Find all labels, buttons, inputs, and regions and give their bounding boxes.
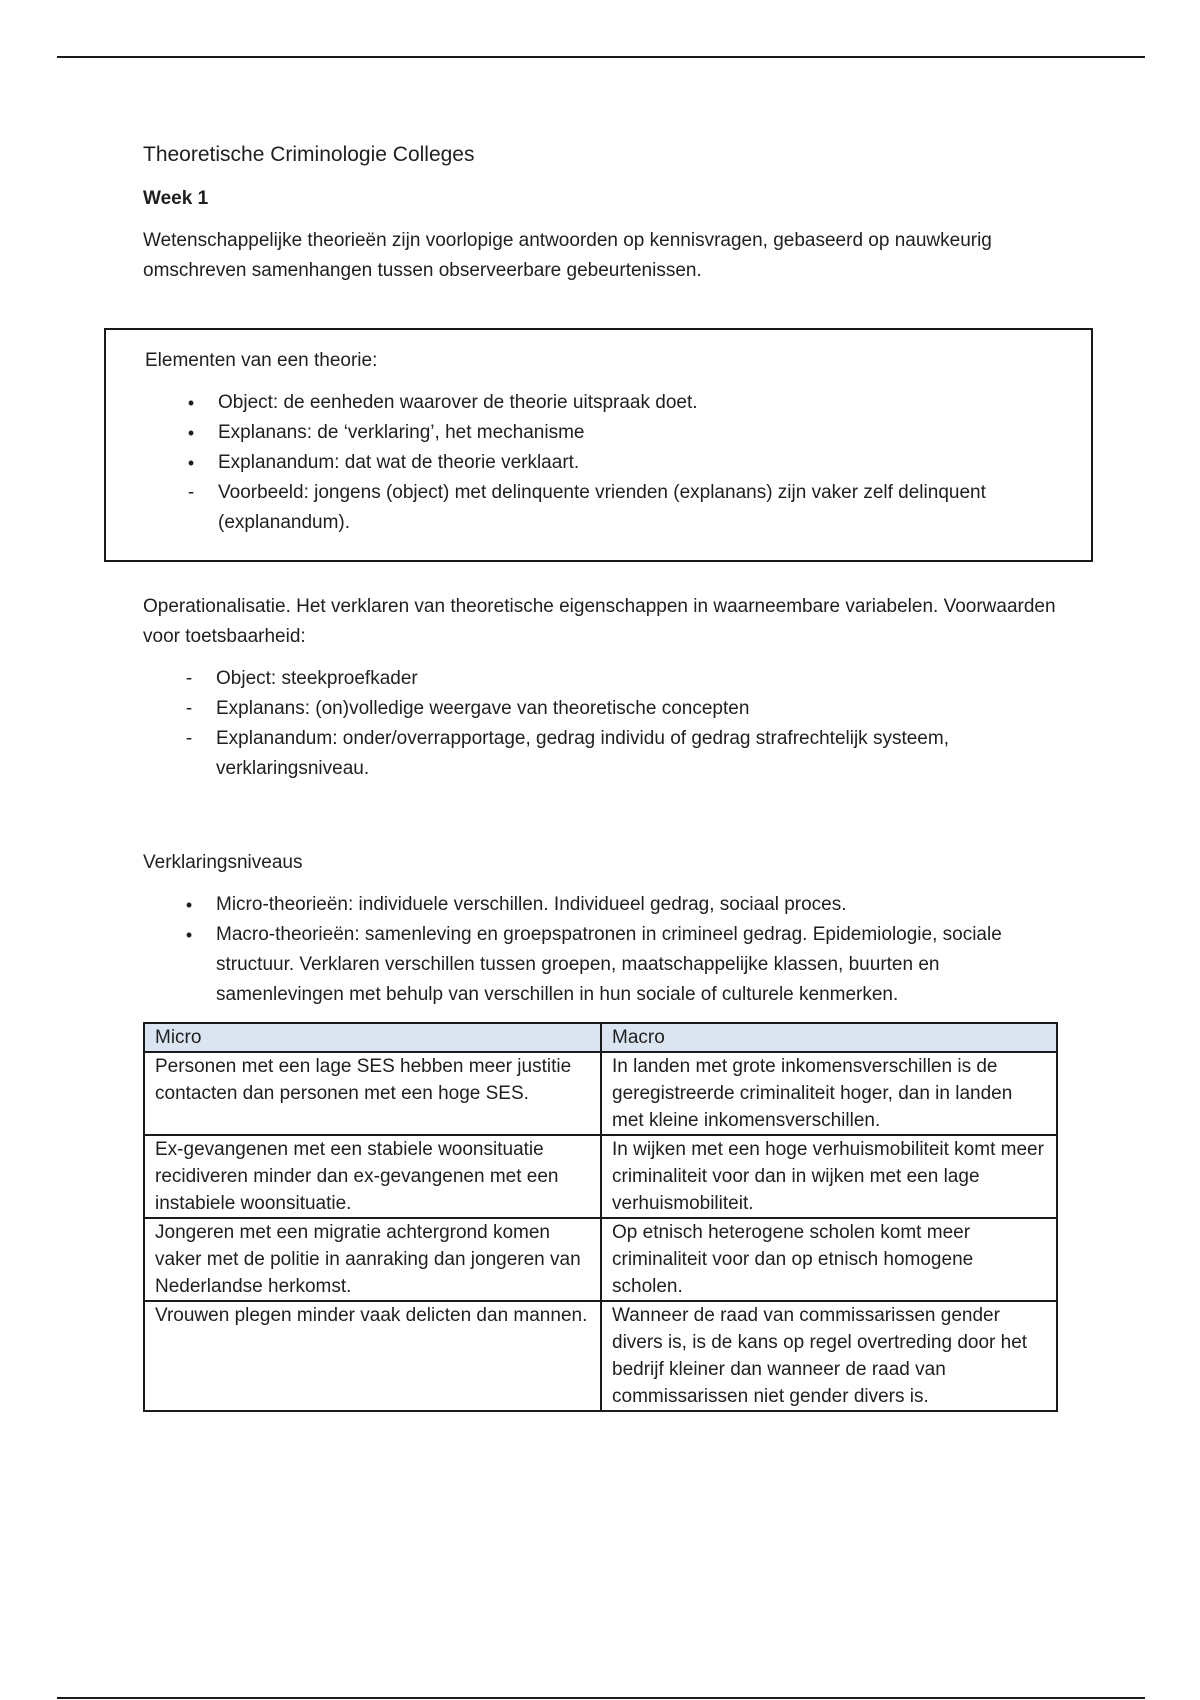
table-cell: Op etnisch heterogene scholen komt meer criminaliteit voor dan op etnisch homogene scholen. — [601, 1218, 1057, 1301]
dash-marker: - — [185, 698, 193, 719]
explanation-levels-heading: Verklaringsniveaus — [143, 852, 303, 873]
list-item-text: Micro-theorieën: individuele verschillen. Individueel gedrag, sociaal proces. — [216, 894, 847, 915]
bullet-marker: • — [187, 453, 195, 473]
dash-marker: - — [185, 728, 193, 749]
list-item — [145, 418, 1058, 448]
list-item — [143, 694, 1063, 724]
table-row — [144, 1052, 1057, 1135]
theory-elements-box — [104, 328, 1093, 562]
bullet-marker: • — [185, 925, 193, 945]
table-row — [144, 1301, 1057, 1411]
intro-paragraph: Wetenschappelijke theorieën zijn voorlopige antwoorden op kennisvragen, gebaseerd op nauwkeurig omschreven samenhangen tussen observeerbare gebeurtenissen. — [143, 230, 992, 281]
column-header-macro: Macro — [601, 1023, 1057, 1052]
list-item-text: Explanans: de ‘verklaring’, het mechanisme — [218, 422, 585, 443]
list-item — [143, 890, 1063, 920]
bullet-marker: • — [185, 895, 193, 915]
operationalisation-paragraph: Operationalisatie. Het verklaren van theoretische eigenschappen in waarneembare variabelen. Voorwaarden voor toetsbaarheid: — [143, 596, 1056, 647]
bullet-marker: • — [187, 393, 195, 413]
table-cell: Wanneer de raad van commissarissen gender divers is, is de kans op regel overtreding door het bedrijf kleiner dan wanneer de raad van commissarissen niet gender divers is. — [601, 1301, 1057, 1411]
testability-conditions-list — [143, 664, 1063, 784]
list-item-text: Explanans: (on)volledige weergave van theoretische concepten — [216, 698, 750, 719]
document-page — [143, 140, 1063, 1412]
list-item-text: Object: de eenheden waarover de theorie uitspraak doet. — [218, 392, 698, 413]
table-cell: Personen met een lage SES hebben meer justitie contacten dan personen met een hoge SES. — [144, 1052, 601, 1135]
column-header-micro: Micro — [144, 1023, 601, 1052]
list-item — [145, 388, 1058, 418]
list-item — [145, 478, 1058, 538]
table-row — [144, 1135, 1057, 1218]
list-item-text: Explanandum: onder/overrapportage, gedrag individu of gedrag strafrechtelijk systeem, verklaringsniveau. — [216, 728, 949, 779]
list-item-text: Macro-theorieën: samenleving en groepspatronen in crimineel gedrag. Epidemiologie, sociale structuur. Verklaren verschillen tussen groepen, maatschappelijke klassen, buurten en samenlevingen met behulp van verschillen in hun sociale of culturele kenmerken. — [216, 924, 1002, 1005]
table-row — [144, 1218, 1057, 1301]
table-cell: Jongeren met een migratie achtergrond komen vaker met de politie in aanraking dan jongeren van Nederlandse herkomst. — [144, 1218, 601, 1301]
table-cell: In wijken met een hoge verhuismobiliteit komt meer criminaliteit voor dan in wijken met een lage verhuismobiliteit. — [601, 1135, 1057, 1218]
document-title: Theoretische Criminologie Colleges — [143, 143, 475, 166]
dash-marker: - — [187, 482, 195, 503]
list-item — [143, 920, 1063, 1010]
list-item-text: Explanandum: dat wat de theorie verklaart. — [218, 452, 580, 473]
explanation-levels-list — [143, 890, 1063, 1010]
bullet-marker: • — [187, 423, 195, 443]
list-item — [143, 724, 1063, 784]
table-cell: Vrouwen plegen minder vaak delicten dan mannen. — [144, 1301, 601, 1411]
table-header-row — [144, 1023, 1057, 1052]
top-page-rule — [57, 56, 1145, 58]
list-item — [145, 448, 1058, 478]
list-item — [143, 664, 1063, 694]
list-item-text: Object: steekproefkader — [216, 668, 418, 689]
week-heading: Week 1 — [143, 188, 209, 209]
theory-elements-list — [145, 388, 1091, 538]
table-cell: Ex-gevangenen met een stabiele woonsituatie recidiveren minder dan ex-gevangenen met een instabiele woonsituatie. — [144, 1135, 601, 1218]
table-cell: In landen met grote inkomensverschillen is de geregistreerde criminaliteit hoger, dan in landen met kleine inkomensverschillen. — [601, 1052, 1057, 1135]
bottom-page-rule — [57, 1697, 1145, 1699]
dash-marker: - — [185, 668, 193, 689]
operationalisation-section — [143, 592, 1063, 784]
list-item-text: Voorbeeld: jongens (object) met delinquente vrienden (explanans) zijn vaker zelf delinquent (explanandum). — [218, 482, 986, 533]
micro-macro-table — [143, 1022, 1058, 1412]
theory-elements-heading: Elementen van een theorie: — [145, 350, 378, 371]
